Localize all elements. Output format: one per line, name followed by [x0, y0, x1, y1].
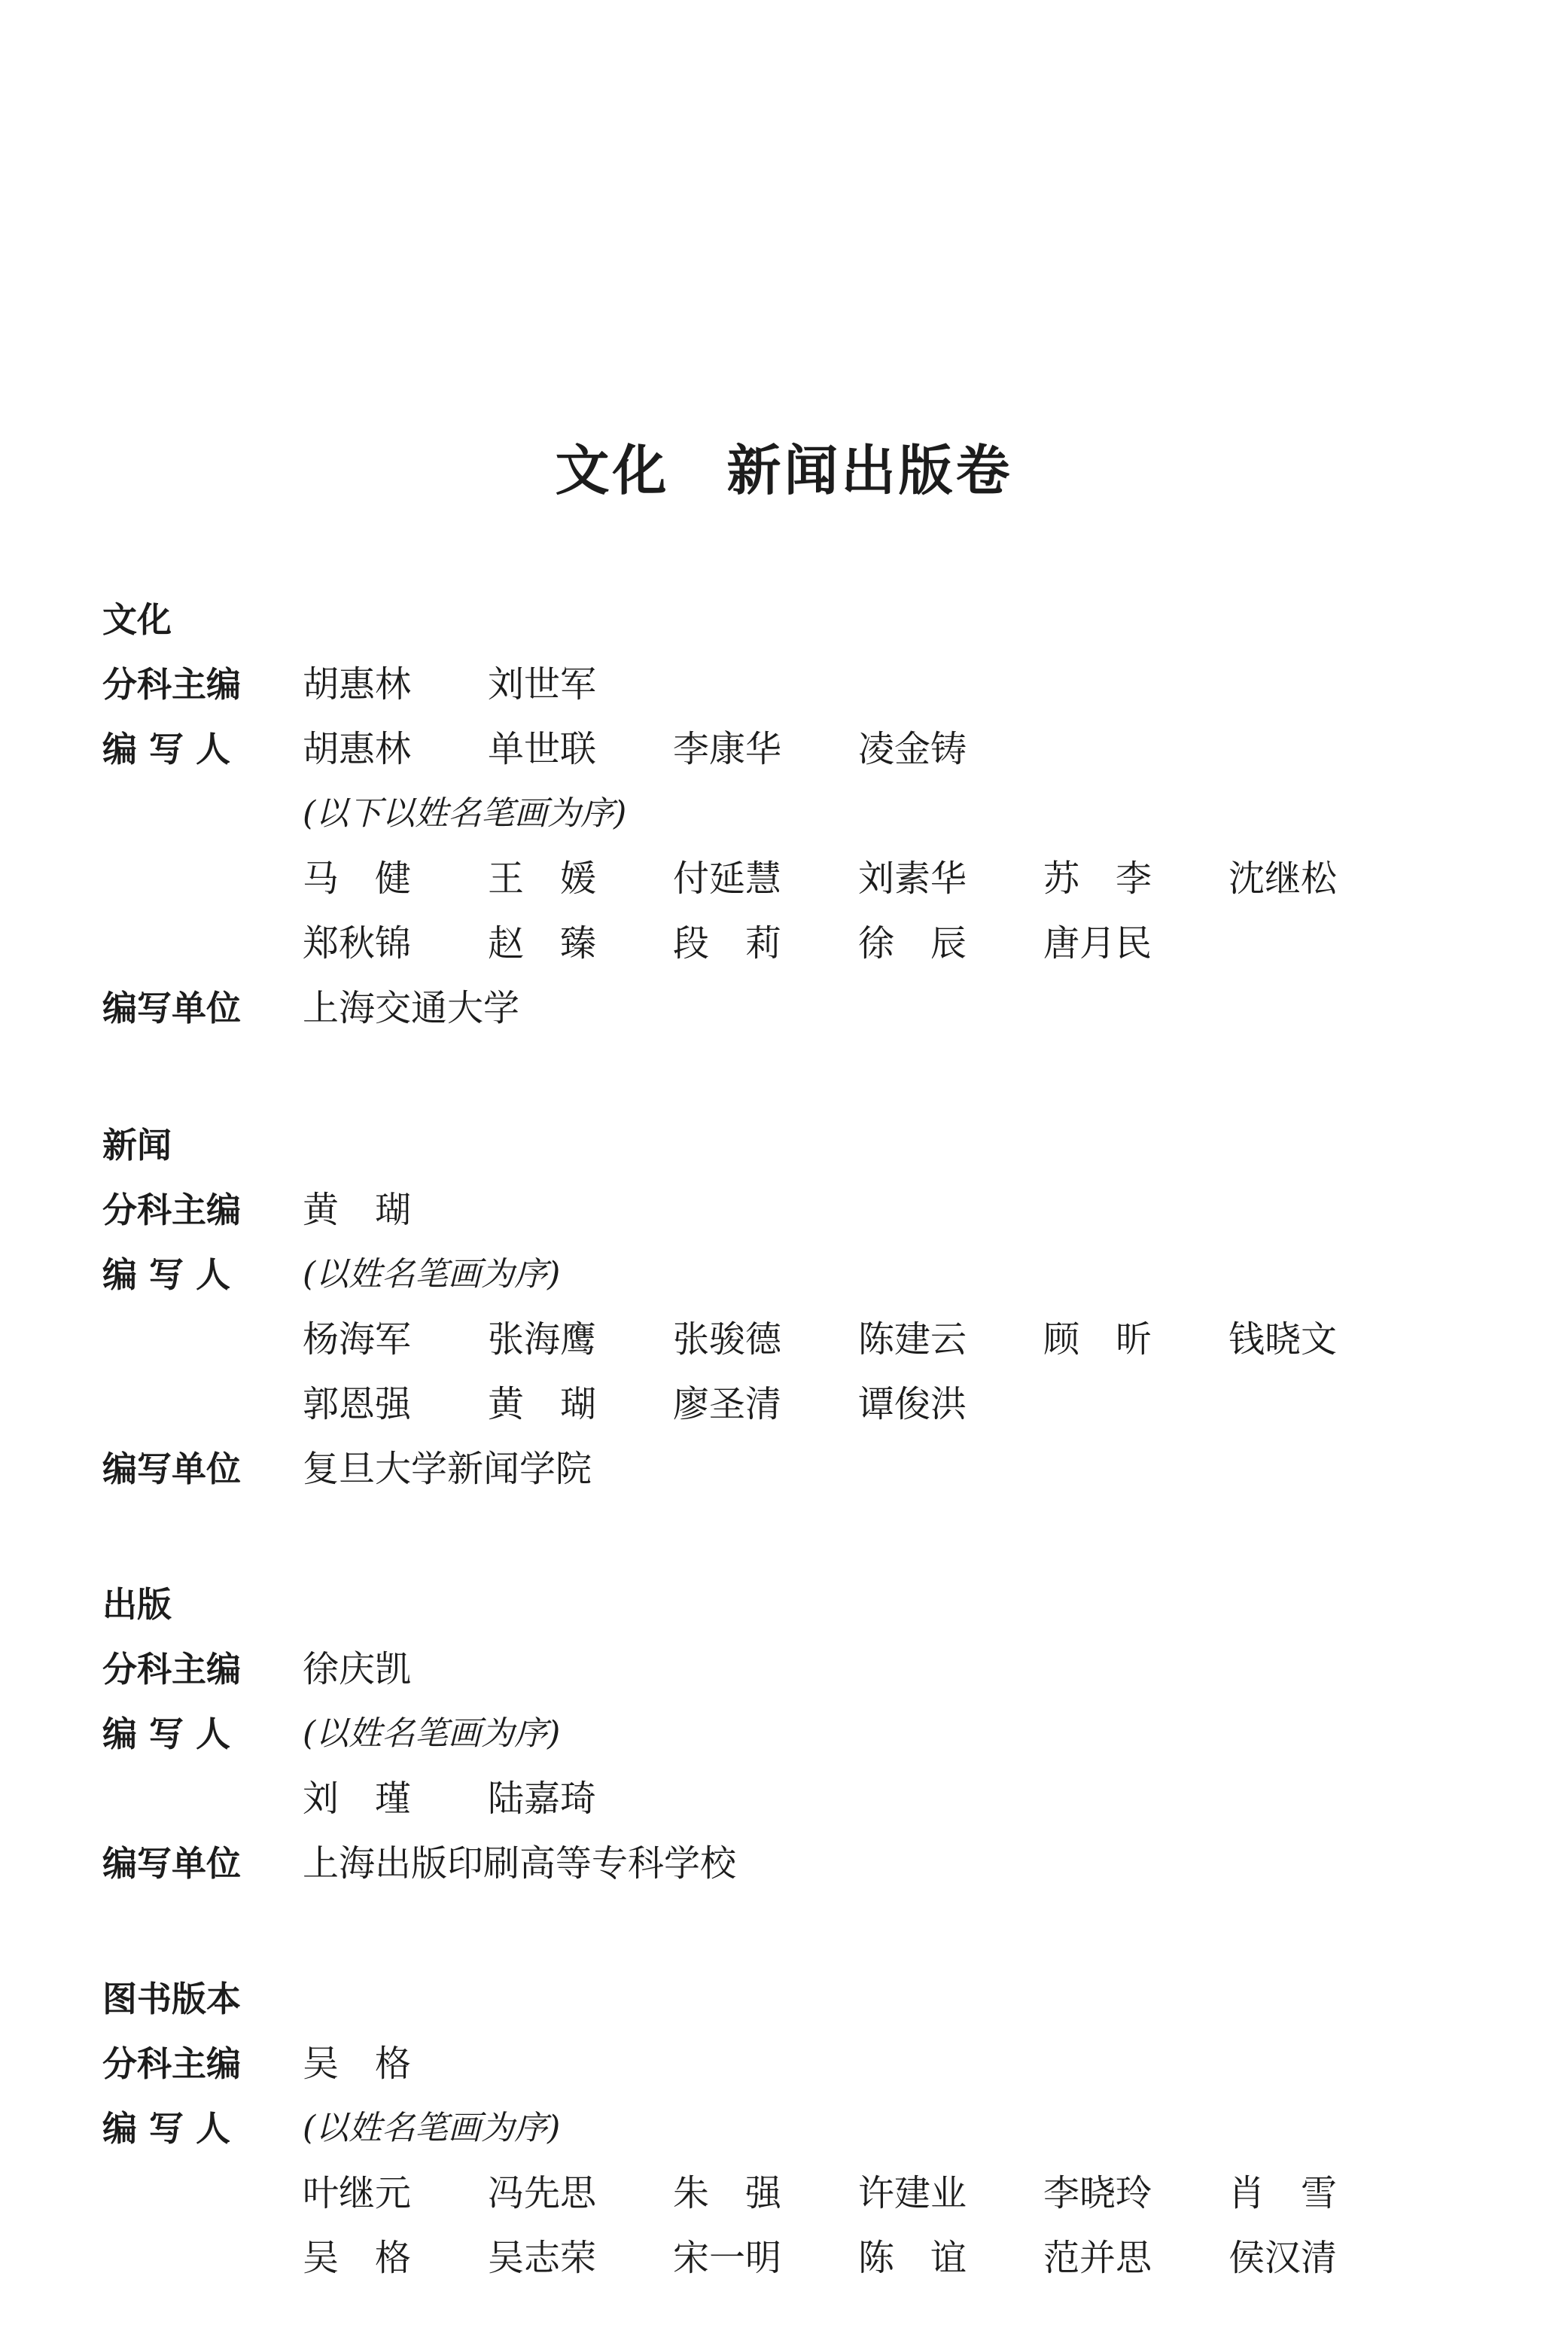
person-name: 单世联 [488, 728, 597, 770]
page-title: 文化 新闻出版卷 [555, 438, 1013, 502]
person-name: 赵 臻 [488, 922, 597, 964]
person-name: 唐月民 [1043, 922, 1152, 964]
person-name: 宋一明 [673, 2237, 782, 2279]
person-name: 凌金铸 [858, 728, 967, 770]
chief-editor-names [303, 652, 1382, 717]
order-note: (以姓名笔画为序) [303, 1714, 561, 1753]
section-heading: 图书版本 [102, 1979, 241, 2019]
person-name: 李康华 [673, 728, 782, 770]
unit-label: 编写单位 [102, 1449, 241, 1489]
person-name: 陈建云 [858, 1318, 967, 1360]
person-name: 张骏德 [673, 1318, 782, 1360]
names-row [102, 1307, 1382, 1372]
person-name: 顾 昕 [1043, 1318, 1152, 1360]
section-chuban [102, 1572, 1382, 1896]
person-name: 段 莉 [673, 922, 782, 964]
writers-row [102, 717, 1382, 782]
person-name: 朱 强 [673, 2172, 782, 2214]
unit-row [102, 1831, 1382, 1896]
chief-editor-label: 分科主编 [102, 664, 241, 705]
section-xinwen [102, 1113, 1382, 1501]
section-wenhua [102, 587, 1382, 1041]
person-name: 杨海军 [303, 1318, 412, 1360]
writers-row [102, 1242, 1382, 1307]
unit-name: 复旦大学新闻学院 [303, 1448, 592, 1490]
person-name: 陆嘉琦 [488, 1778, 597, 1820]
writers-row [102, 2096, 1382, 2161]
person-name: 李晓玲 [1043, 2172, 1152, 2214]
names-row [102, 1766, 1382, 1831]
person-name: 胡惠林 [303, 663, 412, 705]
person-name: 刘 瑾 [303, 1778, 412, 1820]
names-row [102, 911, 1382, 976]
unit-row [102, 1437, 1382, 1501]
section-heading: 新闻 [102, 1125, 172, 1165]
chief-editor-row [102, 1637, 1382, 1702]
names-row [102, 2226, 1382, 2290]
person-name: 苏 李 [1043, 858, 1152, 900]
person-name: 范并思 [1043, 2237, 1152, 2279]
person-name: 吴 格 [303, 2237, 412, 2279]
writers-label: 编 写 人 [102, 729, 231, 769]
unit-name: 上海交通大学 [303, 987, 520, 1029]
person-name: 沈继松 [1229, 858, 1338, 900]
writers-label: 编 写 人 [102, 1254, 231, 1295]
person-name: 黄 瑚 [488, 1383, 597, 1425]
section-heading: 出版 [102, 1584, 172, 1625]
person-name: 许建业 [858, 2172, 967, 2214]
person-name: 刘世军 [488, 663, 597, 705]
order-note: (以姓名笔画为序) [303, 2109, 561, 2147]
person-name: 付延慧 [673, 858, 782, 900]
chief-editor-row [102, 652, 1382, 717]
unit-name: 上海出版印刷高等专科学校 [303, 1842, 737, 1885]
names-row [102, 1372, 1382, 1437]
person-name: 刘素华 [858, 858, 967, 900]
person-name: 侯汉清 [1229, 2237, 1338, 2279]
unit-row [102, 976, 1382, 1041]
chief-editor-row [102, 2031, 1382, 2096]
unit-label: 编写单位 [102, 1843, 241, 1884]
person-name: 张海鹰 [488, 1318, 597, 1360]
lead-writer-names [303, 717, 1382, 782]
section-heading: 文化 [102, 599, 172, 640]
order-note: (以姓名笔画为序) [303, 1255, 561, 1293]
writers-row [102, 1702, 1382, 1766]
person-name: 徐 辰 [858, 922, 967, 964]
writers-label: 编 写 人 [102, 1714, 231, 1754]
person-name: 郑秋锦 [303, 922, 412, 964]
order-note: (以下以姓名笔画为序) [303, 794, 627, 833]
names-row [102, 846, 1382, 911]
person-name: 马 健 [303, 858, 412, 900]
person-name: 王 媛 [488, 858, 597, 900]
person-name: 郭恩强 [303, 1383, 412, 1425]
chief-editor-row [102, 1178, 1382, 1242]
person-name: 徐庆凯 [303, 1648, 412, 1690]
section-tushu-banben [102, 1967, 1382, 2290]
person-name: 廖圣清 [673, 1383, 782, 1425]
person-name: 叶继元 [303, 2172, 412, 2214]
person-name: 胡惠林 [303, 728, 412, 770]
person-name: 冯先思 [488, 2172, 597, 2214]
person-name: 肖 雪 [1229, 2172, 1338, 2214]
person-name: 谭俊洪 [858, 1383, 967, 1425]
chief-editor-label: 分科主编 [102, 2043, 241, 2084]
unit-label: 编写单位 [102, 988, 241, 1028]
person-name: 陈 谊 [858, 2237, 967, 2279]
chief-editor-label: 分科主编 [102, 1649, 241, 1690]
person-name: 黄 瑚 [303, 1189, 412, 1231]
writers-label: 编 写 人 [102, 2108, 231, 2149]
person-name: 钱晓文 [1229, 1318, 1338, 1360]
names-row [102, 2161, 1382, 2226]
person-name: 吴 格 [303, 2043, 412, 2085]
order-note-row [102, 782, 1382, 846]
chief-editor-label: 分科主编 [102, 1190, 241, 1230]
person-name: 吴志荣 [488, 2237, 597, 2279]
